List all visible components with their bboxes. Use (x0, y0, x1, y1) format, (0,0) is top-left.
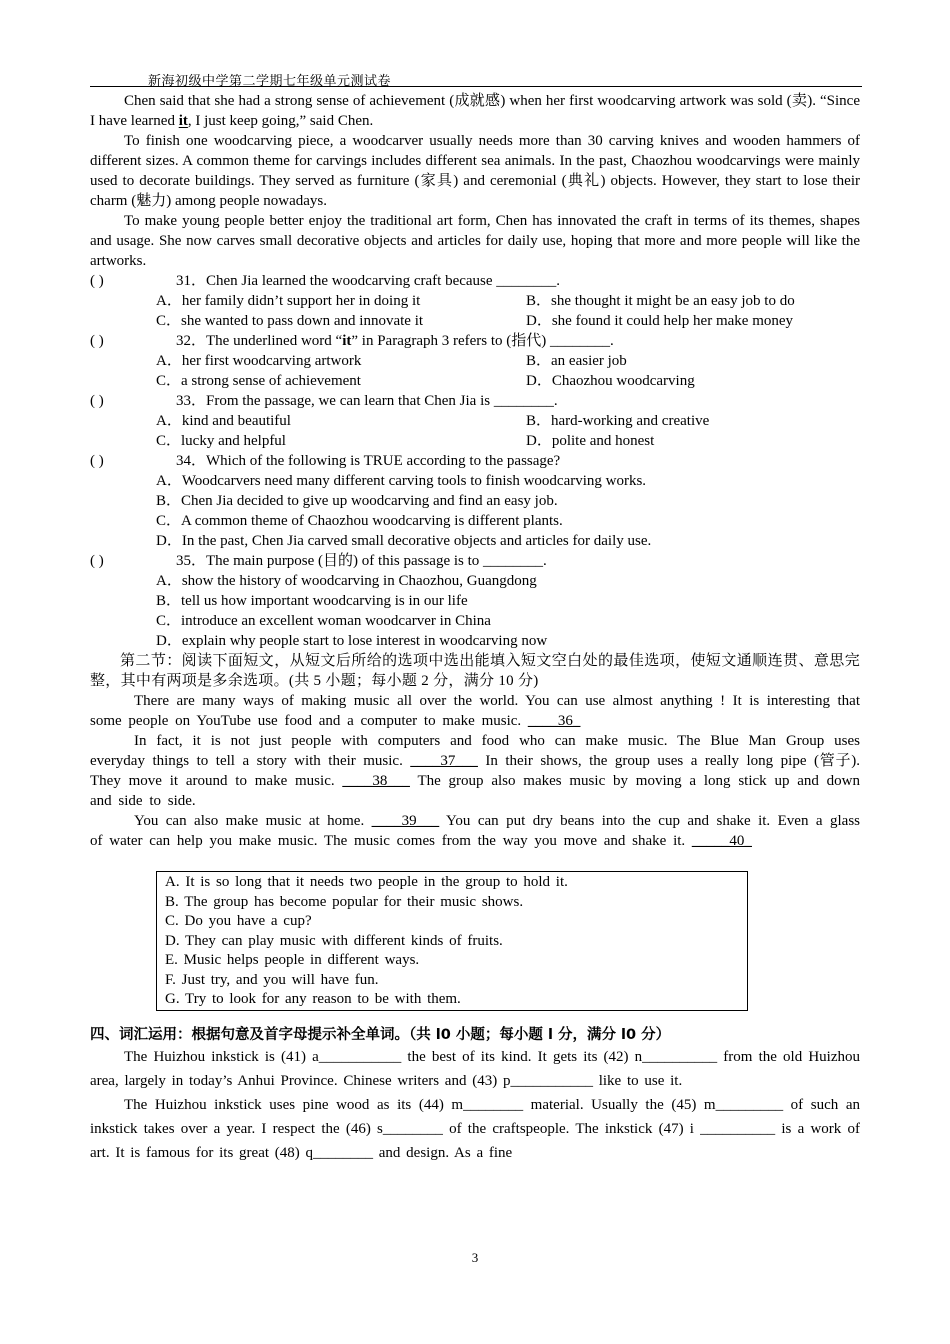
question-35 (90, 551, 860, 571)
option-a[interactable]: A．show the history of woodcarving in Chaozhou, Guangdong (156, 573, 537, 589)
question-stem: 33．From the passage, we can learn that Chen Jia is ________. (176, 393, 558, 409)
blank-40[interactable]: _____40_ (691, 833, 752, 849)
option-c[interactable]: C．lucky and helpful (156, 433, 286, 449)
option-a[interactable]: A．her family didn’t support her in doing it (156, 293, 421, 309)
option-b[interactable]: B．an easier job (526, 353, 627, 369)
passage-paragraph-1: Chen said that she had a strong sense of achievement (成就感) when her first woodcarving artwork was sold (卖). “Since I have learned it, I just keep going,” said Chen. (90, 93, 860, 129)
option-a[interactable]: A．kind and beautiful (156, 413, 291, 429)
options-row (90, 371, 860, 391)
box-option-e: E. Music helps people in different ways. (165, 952, 420, 968)
page-content (90, 91, 860, 1165)
option-b[interactable]: B．she thought it might be an easy job to do (526, 293, 795, 309)
question-32 (90, 331, 860, 351)
question-stem: 35．The main purpose (目的) of this passage is to ________. (176, 553, 547, 569)
header-rule (90, 86, 862, 87)
vocab-paragraph-2: The Huizhou inkstick uses pine wood as its (44) m________ material. Usually the (45) m_________ of such an inkstick takes over a year. I respect the (46) s________ of the craftspeople. The inkstick (47) i __________ is a work of art. It is famous for its great (48) q________ and design. As a fine (90, 1096, 860, 1161)
cloze-paragraph-2: In fact, it is not just people with computers and food who can make music. The Blue Man Group uses everyday things to tell a story with their music. ____37___ In their shows, the group uses a really long pipe (管子). They move it around to make music. ____38___ The group also makes music by moving a long stick up and down and side to side. (90, 733, 861, 809)
options-box (156, 871, 748, 1011)
answer-bracket[interactable]: ( ) (90, 453, 104, 469)
blank-37[interactable]: ____37___ (410, 753, 478, 769)
option-d[interactable]: D．In the past, Chen Jia carved small decorative objects and articles for daily use. (156, 533, 652, 549)
section-2-instruction: 第二节：阅读下面短文，从短文后所给的选项中选出能填入短文空白处的最佳选项，使短文通顺连贯、意思完整，其中有两项是多余选项。(共 5 小题；每小题 2 分，满分 10 分) (90, 653, 860, 689)
exam-header: 新海初级中学第二学期七年级单元测试卷 (148, 73, 392, 88)
option-a[interactable]: A．her first woodcarving artwork (156, 353, 362, 369)
option-d[interactable]: D．she found it could help her make money (526, 313, 794, 329)
options-row (90, 351, 860, 371)
vocab-paragraph-1: The Huizhou inkstick is (41) a___________ the best of its kind. It gets its (42) n__________ from the old Huizhou area, largely in today’s Anhui Province. Chinese writers and (43) p___________ like to use it. (90, 1048, 860, 1089)
answer-bracket[interactable]: ( ) (90, 333, 104, 349)
option-d[interactable]: D．polite and honest (526, 433, 655, 449)
answer-bracket[interactable]: ( ) (90, 273, 104, 289)
cloze-paragraph-3: You can also make music at home. ____39___ You can put dry beans into the cup and shake it. Even a glass of water can help you make music. The music comes from the way you move and shake it. _____40_ (90, 813, 860, 849)
options-row (90, 311, 860, 331)
blank-38[interactable]: ____38___ (342, 773, 410, 789)
options-row (90, 411, 860, 431)
box-option-b: B. The group has become popular for their music shows. (165, 893, 524, 910)
option-b[interactable]: B．Chen Jia decided to give up woodcarving and find an easy job. (156, 493, 558, 509)
box-option-f: F. Just try, and you will have fun. (165, 971, 379, 988)
option-c[interactable]: C．introduce an excellent woman woodcarver in China (156, 613, 491, 629)
section-4-title: 四、词汇运用：根据句意及首字母提示补全单词。（共 l0 小题；每小题 l 分，满分 l0 分） (90, 1026, 671, 1043)
question-stem: 32．The underlined word “it” in Paragraph 3 refers to (指代) ________. (176, 333, 614, 349)
option-d[interactable]: D．Chaozhou woodcarving (526, 373, 695, 389)
passage-paragraph-3: To make young people better enjoy the traditional art form, Chen has innovated the craft in terms of its themes, shapes and usage. She now carves small decorative objects and articles for daily use, hoping that more and more people will like the artworks. (90, 213, 860, 269)
option-b[interactable]: B．tell us how important woodcarving is in our life (156, 593, 468, 609)
options-row (90, 431, 860, 451)
page-number: 3 (471, 1250, 479, 1265)
question-33 (90, 391, 860, 411)
question-stem: 31．Chen Jia learned the woodcarving craft because ________. (176, 273, 561, 289)
question-stem: 34．Which of the following is TRUE according to the passage? (176, 453, 561, 469)
option-b[interactable]: B．hard-working and creative (526, 413, 710, 429)
question-34 (90, 451, 860, 471)
box-option-d: D. They can play music with different kinds of fruits. (165, 932, 503, 949)
answer-bracket[interactable]: ( ) (90, 553, 104, 569)
box-option-g: G. Try to look for any reason to be with them. (165, 991, 461, 1007)
passage-paragraph-2: To finish one woodcarving piece, a woodcarver usually needs more than 30 carving knives and wooden hammers of different sizes. A common theme for carvings includes different sea animals. In the past, Chaozhou woodcarvings were mainly used to decorate buildings. They served as furniture (家具) and ceremonial (典礼) objects. However, they start to lose their charm (魅力) among people nowadays. (90, 133, 860, 209)
option-a[interactable]: A．Woodcarvers need many different carving tools to finish woodcarving works. (156, 473, 647, 489)
question-31 (90, 271, 860, 291)
box-option-a: A. It is so long that it needs two people in the group to hold it. (165, 874, 568, 890)
option-d[interactable]: D．explain why people start to lose interest in woodcarving now (156, 633, 548, 649)
option-c[interactable]: C．A common theme of Chaozhou woodcarving is different plants. (156, 513, 563, 529)
answer-bracket[interactable]: ( ) (90, 393, 104, 409)
cloze-paragraph-1: There are many ways of making music all over the world. You can use almost anything ! It is interesting that some people on YouTube use food and a computer to make music. ____36_ (90, 693, 860, 729)
blank-39[interactable]: ____39___ (371, 813, 440, 829)
option-c[interactable]: C．she wanted to pass down and innovate it (156, 313, 424, 329)
option-c[interactable]: C．a strong sense of achievement (156, 373, 361, 389)
options-row (90, 291, 860, 311)
box-option-c: C. Do you have a cup? (165, 913, 312, 929)
blank-36[interactable]: ____36_ (527, 713, 581, 729)
underlined-it: it (178, 113, 188, 129)
